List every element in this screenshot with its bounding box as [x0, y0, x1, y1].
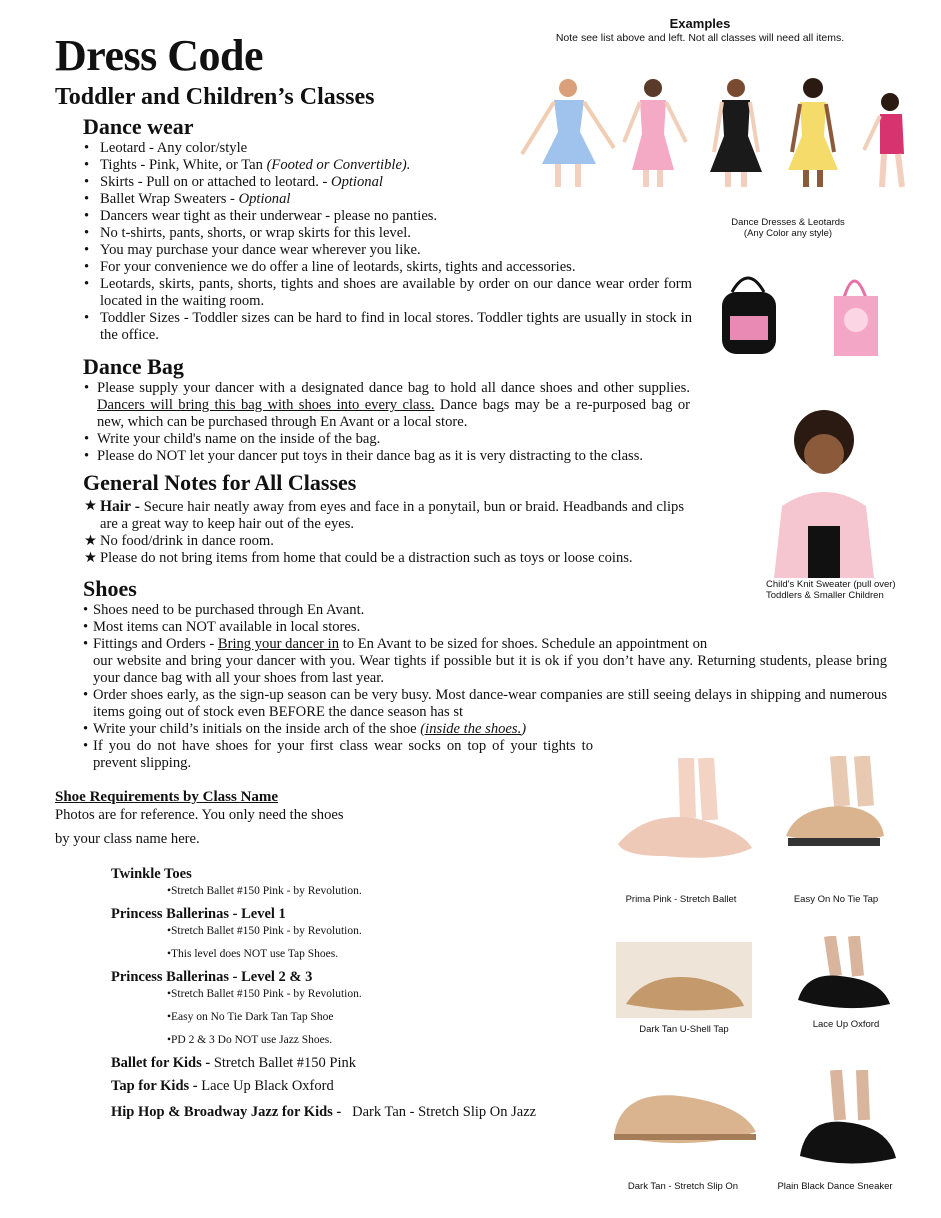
class-item: •Stretch Ballet #150 Pink - by Revolution.: [167, 988, 362, 1000]
class-hip-hop-jazz: Hip Hop & Broadway Jazz for Kids - Dark Tan - Stretch Slip On Jazz: [111, 1104, 537, 1120]
list-item: ★ Hair - Secure hair neatly away from eyes and face in a ponytail, bun or braid. Headbands and clips are a great way to keep hair out of the eyes.: [84, 498, 684, 532]
easy-on-tap-photo: [782, 756, 888, 852]
dance-bags-photo: [718, 264, 888, 364]
page-title: Dress Code: [55, 31, 264, 80]
class-princess-level-2-3: Princess Ballerinas - Level 2 & 3: [111, 969, 313, 985]
class-princess-level-1: Princess Ballerinas - Level 1: [111, 906, 286, 922]
yellow-dress-dancer: [788, 78, 838, 187]
list-item: • You may purchase your dance wear wherever you like.: [84, 242, 421, 258]
list-item: • Write your child's name on the inside of the bag.: [84, 431, 381, 447]
list-item: • Leotard - Any color/style: [84, 140, 248, 156]
list-item: • Leotards, skirts, pants, shorts, tights and shoes are available by order on our dance wear order form located in the waiting room.: [84, 276, 692, 309]
list-item: ★ No food/drink in dance room.: [84, 533, 274, 549]
list-item: • For your convenience we do offer a line of leotards, skirts, tights and accessories.: [84, 259, 576, 275]
requirements-note-line2: by your class name here.: [55, 831, 200, 847]
list-item: • Skirts - Pull on or attached to leotard. - Optional: [84, 174, 383, 190]
ushell-tap-photo: [616, 942, 752, 1018]
magenta-leotard-dancer: [864, 93, 904, 187]
slip-on-jazz-photo: [610, 1076, 760, 1154]
list-item: • Fittings and Orders - Bring your dancer in to En Avant to be sized for shoes. Schedule an appointment on our website and bring your dancer with you. Wear tights if possible but it is ok if you don’t have any. Returning students, please bring your dance bag with all your shoes from last year.: [83, 636, 887, 686]
class-item: •PD 2 & 3 Do NOT use Jazz Shoes.: [167, 1034, 333, 1046]
pink-dress-dancer: [624, 79, 686, 187]
caption-sneaker: Plain Black Dance Sneaker: [777, 1181, 893, 1192]
shoes-heading: Shoes: [83, 576, 137, 601]
list-item: • Toddler Sizes - Toddler sizes can be hard to find in local stores. Toddler tights are usually in stock in the office.: [84, 310, 692, 343]
list-item: • If you do not have shoes for your first class wear socks on top of your tights to prevent slipping.: [83, 738, 593, 771]
list-item: • Ballet Wrap Sweaters - Optional: [84, 191, 291, 207]
duffel-bag: [722, 278, 776, 354]
list-item: • Write your child’s initials on the inside arch of the shoe (inside the shoes.): [83, 721, 527, 737]
list-item: ★ Please do not bring items from home that could be a distraction such as toys or loose coins.: [84, 550, 633, 566]
class-item: •Stretch Ballet #150 Pink - by Revolution.: [167, 925, 362, 937]
requirements-heading: Shoe Requirements by Class Name: [55, 789, 279, 805]
caption-prima: Prima Pink - Stretch Ballet: [625, 894, 737, 905]
examples-note: Note see list above and left. Not all classes will need all items.: [555, 32, 845, 44]
list-item: • Order shoes early, as the sign-up season can be very busy. Most dance-wear companies are still seeing delays in shipping and numerous items going out of stock even BEFORE the dance season has st: [83, 687, 887, 720]
caption-dresses-line2: (Any Color any style): [743, 228, 833, 239]
lace-up-oxford-photo: [796, 936, 892, 1018]
list-item: • No t-shirts, pants, shorts, or wrap skirts for this level.: [84, 225, 411, 241]
prima-pink-ballet-photo: [614, 758, 756, 866]
dance-bag-list: [84, 380, 690, 465]
class-tap-for-kids: Tap for Kids - Lace Up Black Oxford: [111, 1078, 334, 1094]
dance-bag-heading: Dance Bag: [83, 354, 184, 379]
caption-sweater-line2: Toddlers & Smaller Children: [766, 590, 884, 601]
black-dress-dancer: [710, 79, 762, 187]
caption-easy-tap: Easy On No Tie Tap: [793, 894, 879, 905]
caption-dresses-line1: Dance Dresses & Leotards: [731, 217, 845, 228]
examples-heading: Examples: [669, 16, 731, 31]
class-ballet-for-kids: Ballet for Kids - Stretch Ballet #150 Pink: [111, 1055, 357, 1071]
list-item: • Tights - Pink, White, or Tan (Footed or Convertible).: [84, 157, 411, 173]
black-sneaker-photo: [798, 1070, 898, 1174]
class-item: •Easy on No Tie Dark Tan Tap Shoe: [167, 1011, 334, 1023]
blue-dress-dancer: [522, 79, 614, 187]
list-item: • Shoes need to be purchased through En Avant.: [83, 602, 365, 618]
class-item: •Stretch Ballet #150 Pink - by Revolution.: [167, 885, 362, 897]
caption-ushell: Dark Tan U-Shell Tap: [639, 1024, 729, 1035]
caption-slip-on: Dark Tan - Stretch Slip On: [627, 1181, 739, 1192]
requirements-note-line1: Photos are for reference. You only need the shoes: [55, 807, 344, 823]
class-twinkle-toes: Twinkle Toes: [111, 866, 192, 882]
general-notes-heading: General Notes for All Classes: [83, 470, 357, 495]
dance-dresses-photo: [518, 72, 941, 192]
list-item: • Most items can NOT available in local stores.: [83, 619, 361, 635]
pink-tote-bag: [834, 281, 878, 356]
list-item: • Please supply your dancer with a designated dance bag to hold all dance shoes and other supplies. Dancers will bring this bag with shoes into every class. Dance bags may be a re-purposed bag or new, which can be purchased through En Avant or a local store.: [84, 380, 691, 430]
class-item: •This level does NOT use Tap Shoes.: [167, 948, 339, 960]
general-notes-list: [84, 498, 684, 567]
shoes-list: [83, 602, 887, 772]
list-item: • Please do NOT let your dancer put toys in their dance bag as it is very distracting to the class.: [84, 448, 644, 464]
list-item: • Dancers wear tight as their underwear - please no panties.: [84, 208, 438, 224]
page-subtitle: Toddler and Children’s Classes: [55, 84, 375, 110]
caption-oxford: Lace Up Oxford: [812, 1019, 880, 1030]
dance-wear-heading: Dance wear: [83, 114, 194, 139]
caption-sweater-line1: Child's Knit Sweater (pull over): [766, 579, 896, 590]
knit-sweater-photo: [764, 406, 884, 578]
